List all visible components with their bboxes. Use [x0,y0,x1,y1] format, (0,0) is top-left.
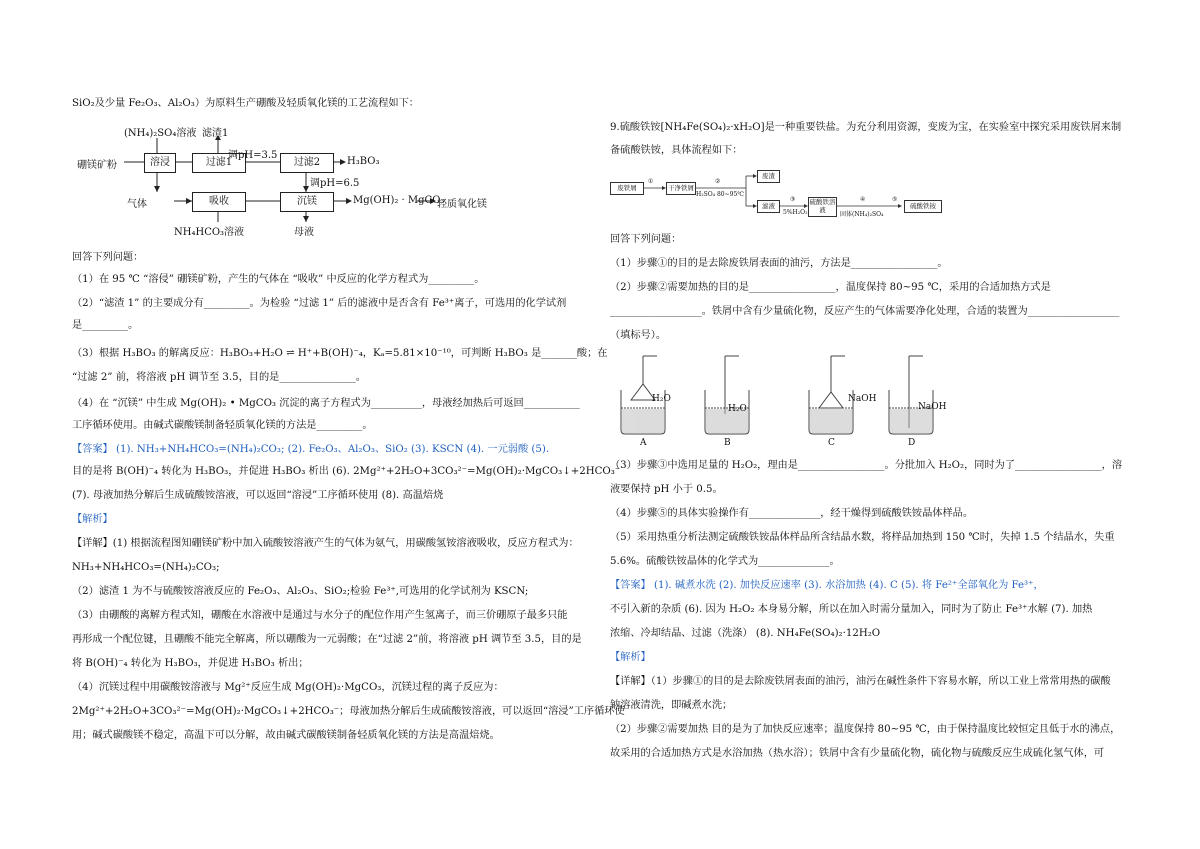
intro-text: SiO₂及少量 Fe₂O₃、Al₂O₃）为原料生产硼酸及轻质氧化镁的工艺流程如下： [72,98,419,109]
apparatus-a-label: A [640,438,647,448]
right-head-1: 备硫酸铁铵，具体流程如下： [610,145,743,156]
leach-box: 溶浸 [144,153,176,173]
step4-condition: 固体(NH₄)₂SO₄ [840,211,884,218]
precip-box: 沉镁 [280,192,334,212]
left-answer-line-1: 【答案】 (1). NH₃+NH₄HCO₃=(NH₄)₂CO₃; (2). Fe₂O₃、Al₂O₃、SiO₂ (3). KSCN (4). 一元弱酸 (5). [72,444,550,455]
ph-6-5-label: 调pH=6.5 [310,178,360,189]
right-tail-1: 液要保持 pH 小于 0.5。 [610,484,723,495]
step1-label: ① [648,178,654,185]
right-tail-3: （5）采用热重分析法测定硫酸铁铵晶体样品所含结晶水数，将样品加热到 150 ℃时，失掉 1.5 个结晶水，失重 [610,532,1115,543]
left-line-7: 工序循环使用。由碱式碳酸镁制备轻质氧化镁的方法是_________。 [72,420,373,431]
mother-liquor-label: 母液 [294,227,314,238]
left-line-2: （2）“滤渣 1” 的主要成分有_________。为检验 “过滤 1” 后的滤液中是否含有 Fe³⁺离子，可选用的化学试剂 [72,298,567,309]
left-line-14: （2）滤渣 1 为不与硫酸铵溶液反应的 Fe₂O₃、Al₂O₃、SiO₂;检验 Fe³⁺,可选用的化学试剂为 KSCN; [72,586,529,597]
right-tail-10: 钠溶液清洗，即碱煮水洗； [610,700,733,711]
reagent-ammonium-bicarbonate: NH₄HCO₃溶液 [174,227,245,238]
apparatus-b-label: B [724,438,731,448]
residue-1-label: 滤渣1 [202,128,229,139]
waste-iron-box: 废铁屑 [610,182,644,195]
step3-label: ③ [790,196,796,203]
iron-sulfate-box: 硫酸铁溶液 [808,197,837,217]
left-line-19: 2Mg²⁺+2H₂O+3CO₃²⁻=Mg(OH)₂·MgCO₃↓+2HCO₃⁻；母液加热分解后生成硫酸铵溶液，可以返回“溶浸”工序循环使 [72,706,625,717]
apparatus-d-label: D [908,438,916,448]
right-mid-0: 回答下列问题： [610,234,682,245]
right-tail-11: （2）步骤②需要加热 目的是为了加快反应速率；温度保持 80~95 ℃，由于保持温度比较恒定且低于水的沸点， [610,724,1121,735]
right-answer-2: 不引入新的杂质 (6). 因为 H₂O₂ 本身易分解，所以在加入时需分量加入，同时为了防止 Fe³⁺水解 (7). 加热 [610,604,1093,615]
left-analysis-tag: 【解析】 [72,514,113,525]
right-answer-1: 【答案】 (1). 碱煮水洗 (2). 加快反应速率 (3). 水浴加热 (4). C (5). 将 Fe²⁺全部氧化为 Fe³⁺， [610,580,1044,591]
step2-label: ② [715,178,721,185]
left-line-20: 用；碱式碳酸镁不稳定，高温下可以分解，故由碱式碳酸镁制备轻质氧化镁的方法是高温焙烧。 [72,730,500,741]
right-answer-3: 浓缩、冷却结晶、过滤（洗涤） (8). NH₄Fe(SO₄)₂·12H₂O [610,628,881,639]
left-line-4: （3）根据 H₃BO₃ 的解离反应：H₃BO₃+H₂O ⇌ H⁺+B(OH)⁻₄，Kₐ=5.81×10⁻¹⁰，可判断 H₃BO₃ 是_______酸；在 [72,348,608,359]
ore-label: 硼镁矿粉 [77,160,117,171]
reagent-ammonium-sulfate: (NH₄)₂SO₄溶液 [124,128,197,139]
right-analysis-tag: 【解析】 [610,652,651,663]
left-line-18: （4）沉镁过程中用碳酸铵溶液与 Mg²⁺反应生成 Mg(OH)₂·MgCO₃，沉镁过程的离子反应为： [72,682,504,693]
left-line-15: （3）由硼酸的离解方程式知，硼酸在水溶液中是通过与水分子的配位作用产生氢离子，而三价硼原子最多只能 [72,610,568,621]
left-line-6: （4）在 “沉镁” 中生成 Mg(OH)₂ • MgCO₃ 沉淀的离子方程式为__________，母液经加热后可返回___________ [72,398,580,409]
label-c-naoh: NaOH [848,394,877,404]
right-tail-9: 【详解】（1）步骤①的目的是去除废铁屑表面的油污，油污在碱性条件下容易水解，所以工业上常常用热的碳酸 [610,676,1111,687]
filter1-box: 过滤1 [192,153,246,173]
step3-condition: 5%H₂O₂ [783,209,808,216]
filter2-box: 过滤2 [280,153,334,173]
right-mid-1: （1）步骤①的目的是去除废铁屑表面的油污，方法是_________________。 [610,258,948,269]
apparatus-c-label: C [828,438,835,448]
left-line-17: 将 B(OH)⁻₄ 转化为 H₃BO₃，并促进 H₃BO₃ 析出； [72,658,309,669]
right-tail-2: （4）步骤⑤的具体实验操作有______________，经干燥得到硫酸铁铵晶体样品。 [610,508,974,519]
left-answer-line-2: 目的是将 B(OH)⁻₄ 转化为 H₃BO₃，并促进 H₃BO₃ 析出 (6). 2Mg²⁺+2H₂O+3CO₃²⁻=Mg(OH)₂·MgCO₃↓+2HCO₃⁻ [72,466,621,477]
left-line-1: （1）在 95 ℃ “溶侵” 硼镁矿粉，产生的气体在 “吸收” 中反应的化学方程式为_________。 [72,274,485,285]
right-mid-4: （填标号）。 [610,330,667,341]
ph-3-5-label: 调pH=3.5 [228,150,278,161]
step2-condition: H₂SO₄ 80~95℃ [696,191,744,198]
clean-iron-box: 干净铁屑 [666,182,696,195]
right-tail-4: 5.6%。硫酸铁铵晶体的化学式为______________。 [610,556,840,567]
right-tail-12: 故采用的合适加热方式是水浴加热（热水浴）；铁屑中含有少量硫化物，硫化物与硫酸反应生成硫化氢气体，可 [610,748,1105,759]
ferric-ammonium-sulfate-box: 硫酸铁铵 [904,200,942,213]
filtrate-box: 滤液 [757,200,780,213]
label-a-water: H₂O [652,394,671,404]
left-line-13: NH₃+NH₄HCO₃=(NH₄)₂CO₃; [72,562,220,573]
right-tail-0: （3）步骤③中选用足量的 H₂O₂，理由是_________________。分批加入 H₂O₂，同时为了_________________，溶 [610,460,1123,471]
left-line-5: “过滤 2” 前，将溶液 pH 调节至 3.5，目的是_______________。 [72,372,366,383]
absorb-box: 吸收 [192,192,246,212]
step4-label: ④ [860,196,866,203]
flowchart2-arrows [610,0,1130,240]
left-line-3: 是_________。 [72,320,139,331]
light-mgo-product: 轻质氧化镁 [437,199,487,210]
right-mid-2: （2）步骤②需要加热的目的是_________________，温度保持 80~95 ℃，采用的合适加热方式是 [610,282,1051,293]
left-line-16: 再形成一个配位键，且硼酸不能完全解离，所以硼酸为一元弱酸；在“过滤 2”前，将溶液 pH 调节至 3.5，目的是 [72,634,582,645]
label-b-water: H₂O [728,404,747,414]
basic-mg-carbonate: Mg(OH)₂ · MgCO₃ [353,195,445,206]
gas-label: 气体 [127,199,147,210]
waste-residue-box: 废渣 [757,170,780,183]
right-mid-3: __________________。铁屑中含有少量硫化物，反应产生的气体需要净化处理，合适的装置为__________________ [610,306,1120,317]
left-line-0: 回答下列问题： [72,252,144,263]
right-head-0: 9.硫酸铁铵[NH₄Fe(SO₄)₂·xH₂O]是一种重要铁盐。为充分利用资源，变废为宝，在实验室中探究采用废铁屑来制 [610,122,1122,133]
label-d-naoh: NaOH [918,402,947,412]
left-line-12: 【详解】(1) 根据流程图知硼镁矿粉中加入硫酸铵溶液产生的气体为氨气，用碳酸氢铵溶液吸收，反应方程式为： [72,538,579,549]
left-answer-line-3: (7). 母液加热分解后生成硫酸铵溶液，可以返回“溶浸”工序循环使用 (8). 高温焙烧 [72,490,444,501]
boric-acid-product: H₃BO₃ [347,156,380,167]
step5-label: ⑤ [892,196,898,203]
